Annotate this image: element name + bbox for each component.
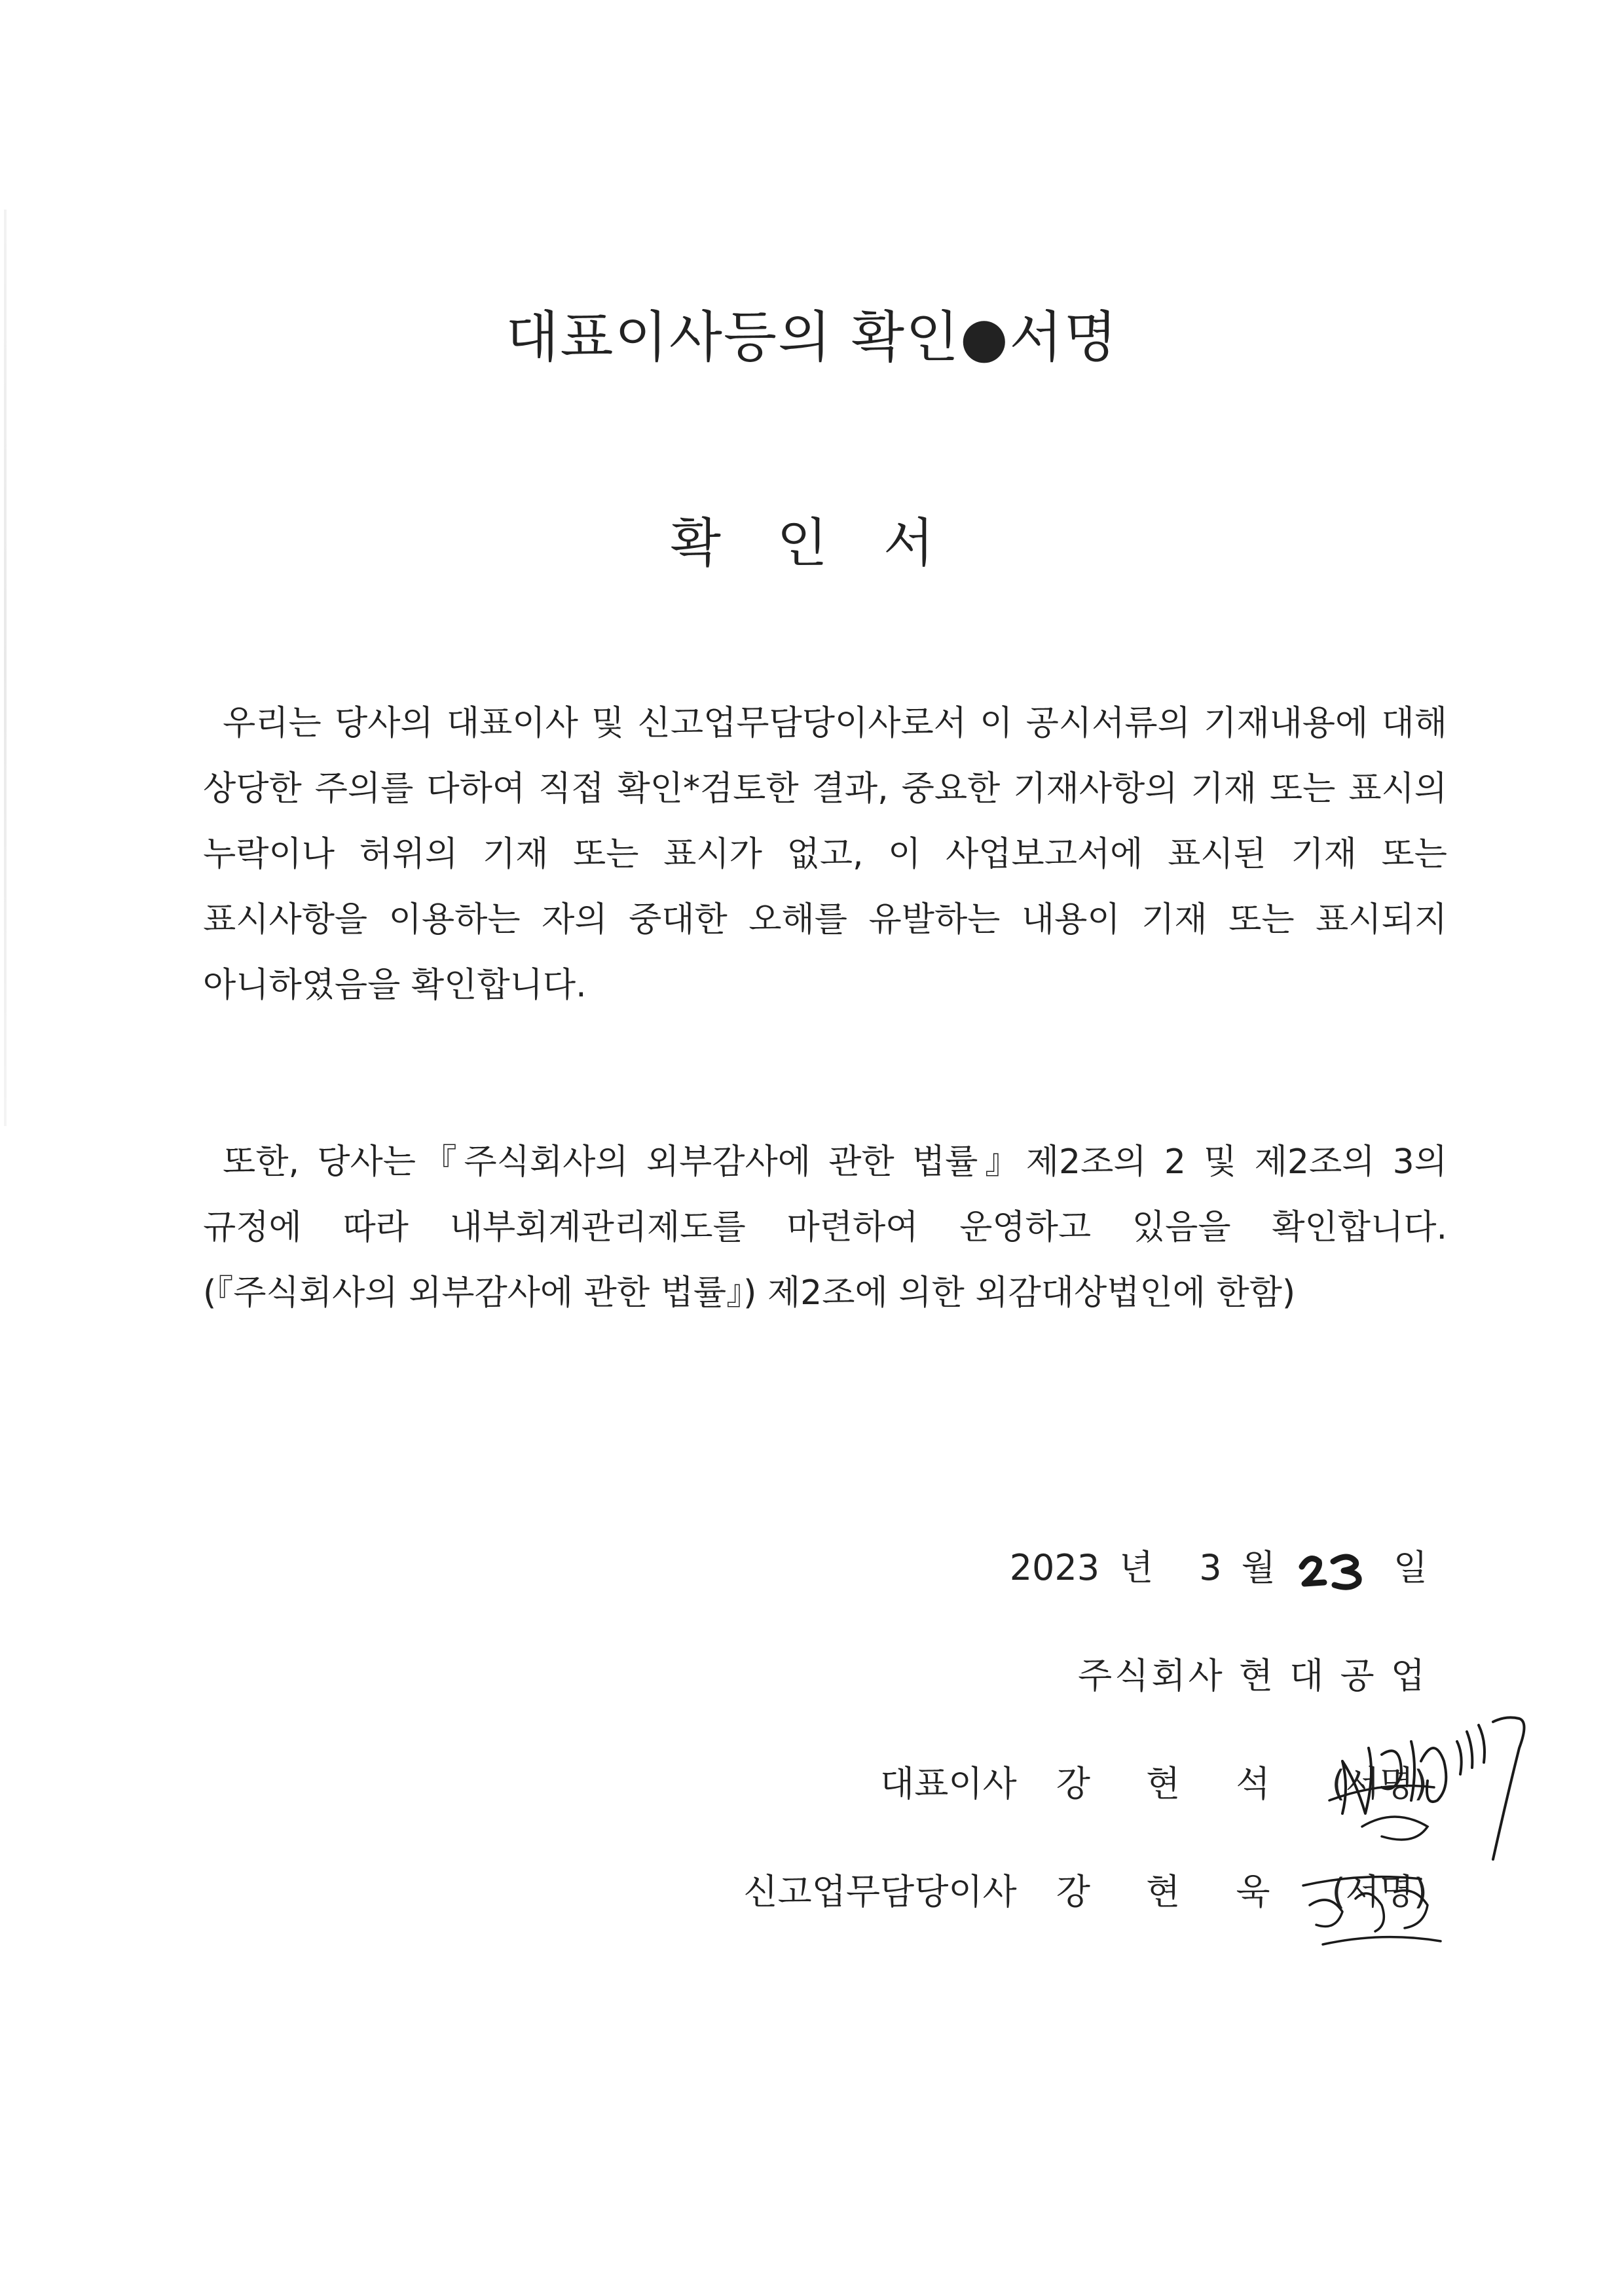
date-year: 2023 xyxy=(1009,1547,1100,1588)
signatory-role: 대표이사 xyxy=(880,1763,1017,1804)
date-year-unit: 년 xyxy=(1119,1547,1154,1588)
date-line xyxy=(1010,1535,1428,1601)
company-name: 주식회사 현 대 공 업 xyxy=(1078,1655,1428,1696)
signatory-disclosure-officer xyxy=(743,1859,1428,1925)
date-month-unit: 월 xyxy=(1241,1547,1276,1588)
signature-note: (서명) xyxy=(1331,1871,1428,1912)
handwritten-day xyxy=(1295,1547,1374,1593)
internal-control-paragraph: 또한, 당사는『주식회사의 외부감사에 관한 법률』제2조의 2 및 제2조의 3의 규정에 따라 내부회계관리제도를 마련하여 운영하고 있음을 확인합니다.(『주식회사의 외부감사에 관한 법률』) 제2조에 의한 외감대상법인에 한함) xyxy=(203,1142,1447,1313)
date-month: 3 xyxy=(1199,1547,1222,1588)
confirmation-paragraph: 우리는 당사의 대표이사 및 신고업무담당이사로서 이 공시서류의 기재내용에 대해 상당한 주의를 다하여 직접 확인*검토한 결과, 중요한 기재사항의 기재 또는 표시의 누락이나 허위의 기재 또는 표시가 없고, 이 사업보고서에 표시된 기재 또는 표시사항을 이용하는 자의 중대한 오해를 유발하는 내용이 기재 또는 표시되지 아니하였음을 확인합니다. xyxy=(203,704,1447,1005)
signature-note: (서명) xyxy=(1331,1763,1428,1804)
signatory-role: 신고업무담당이사 xyxy=(743,1871,1017,1912)
document-title: 대표이사등의 확인●서명 xyxy=(506,305,1118,369)
date-day-unit: 일 xyxy=(1393,1547,1428,1588)
signatory-ceo xyxy=(880,1751,1428,1817)
document-subtitle: 확 인 서 xyxy=(670,513,954,574)
signatory-name: 강 현 석 xyxy=(1056,1763,1293,1804)
signatory-name: 강 현 욱 xyxy=(1056,1871,1293,1912)
